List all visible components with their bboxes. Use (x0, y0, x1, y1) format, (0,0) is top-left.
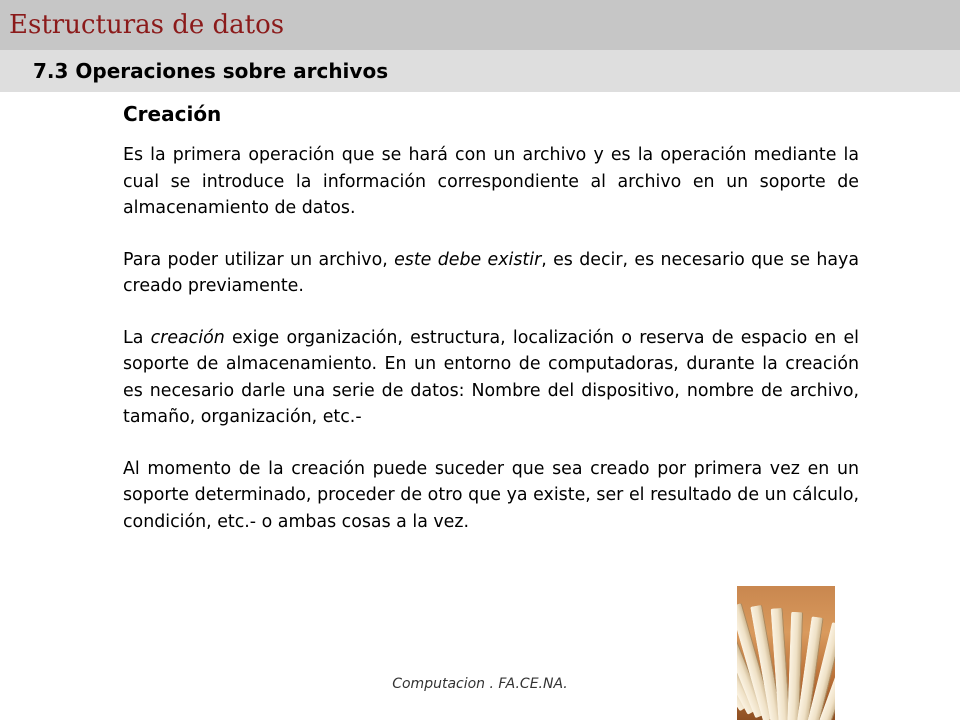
paragraph-3 (123, 325, 859, 431)
title-bar (0, 0, 960, 50)
paragraph-4: Al momento de la creación puede suceder que sea creado por primera vez en un soporte determinado, proceder de otro que ya existe, ser el resultado de un cálculo, condición, etc.- o ambas cosas a la vez. (123, 458, 859, 532)
content-area (123, 100, 859, 560)
paragraph-3-emphasis: creación (150, 327, 225, 348)
paragraph-3-end: exige organización, estructura, localización o reserva de espacio en el soporte de almacenamiento. En un entorno de computadoras, durante la creación es necesario darle una serie de datos: Nombre del dispositivo, nombre de archivo, tamaño, organización, etc.- (123, 327, 860, 427)
content-heading: Creación (123, 102, 222, 126)
paragraph-2-emphasis: este debe existir (394, 249, 542, 270)
paragraph-3-start: La (123, 327, 151, 348)
section-title: 7.3 Operaciones sobre archivos (33, 59, 389, 83)
section-bar (0, 50, 960, 92)
paragraph-2 (123, 247, 859, 300)
paragraph-2-end: , es decir, es necesario que se haya creado previamente. (123, 249, 859, 296)
file-cards-photo (737, 586, 835, 720)
slide-title: Estructuras de datos (9, 10, 285, 40)
paragraph-2-start: Para poder utilizar un archivo, (123, 249, 395, 270)
footer-credit: Computacion . FA.CE.NA. (392, 676, 568, 692)
paragraph-1: Es la primera operación que se hará con un archivo y es la operación mediante la cual se introduce la información correspondiente al archivo en un soporte de almacenamiento de datos. (123, 145, 859, 218)
